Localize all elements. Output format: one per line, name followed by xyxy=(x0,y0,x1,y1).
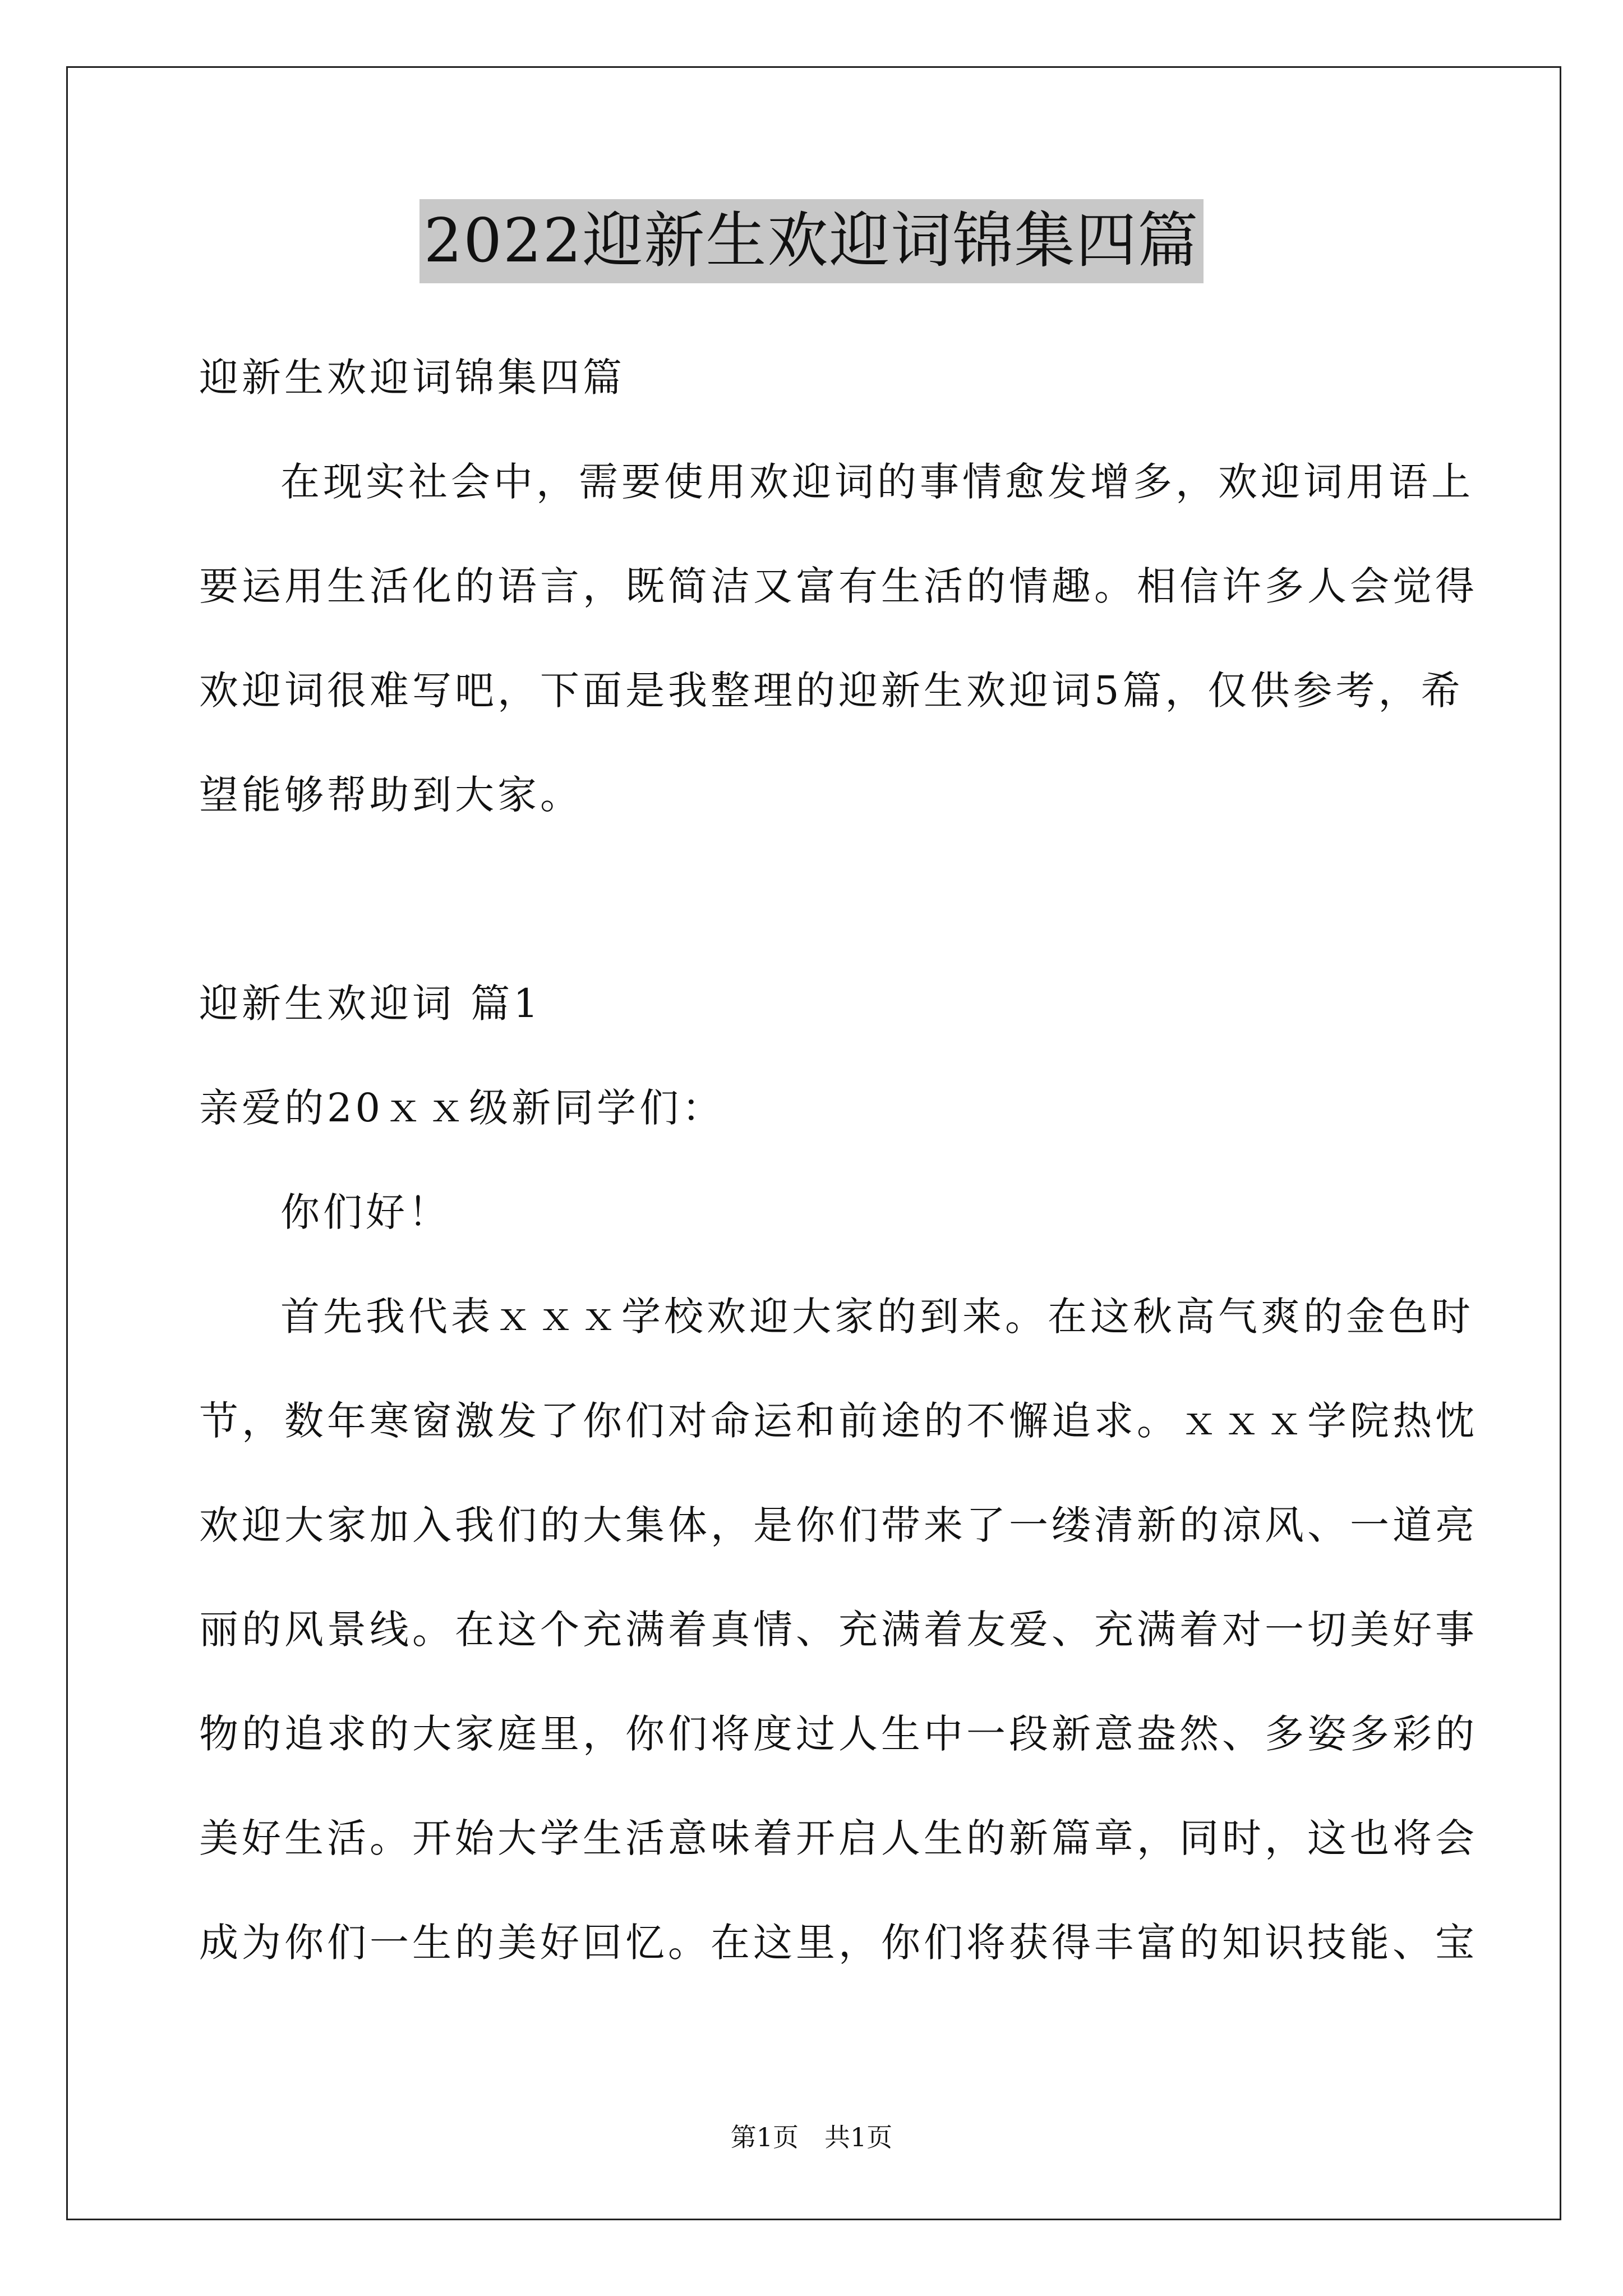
title-container xyxy=(0,199,1623,283)
salutation: 亲爱的20ｘｘ级新同学们： xyxy=(199,1085,725,1131)
document-title: 2022迎新生欢迎词锦集四篇 xyxy=(419,199,1204,283)
page-footer: 第1页 共1页 xyxy=(730,2122,893,2152)
body-line: 丽的风景线。在这个充满着真情、充满着友爱、充满着对一切美好事 xyxy=(199,1607,1478,1653)
intro-line: 望能够帮助到大家。 xyxy=(199,772,583,818)
paragraph-gap xyxy=(199,847,1433,951)
intro-line: 要运用生活化的语言，既简洁又富有生活的情趣。相信许多人会觉得 xyxy=(199,563,1478,609)
intro-line: 欢迎词很难写吧，下面是我整理的迎新生欢迎词5篇，仅供参考，希 xyxy=(199,668,1464,714)
body-line: 成为你们一生的美好回忆。在这里，你们将获得丰富的知识技能、宝 xyxy=(199,1920,1478,1966)
intro-line: 在现实社会中，需要使用欢迎词的事情愈发增多，欢迎词用语上 xyxy=(280,459,1474,505)
body-line: 首先我代表ｘｘｘ学校欢迎大家的到来。在这秋高气爽的金色时 xyxy=(280,1294,1474,1340)
body-line: 美好生活。开始大学生活意味着开启人生的新篇章，同时，这也将会 xyxy=(199,1815,1478,1861)
subtitle: 迎新生欢迎词锦集四篇 xyxy=(199,355,625,401)
greeting: 你们好！ xyxy=(280,1189,451,1235)
body-line: 欢迎大家加入我们的大集体，是你们带来了一缕清新的凉风、一道亮 xyxy=(199,1502,1478,1548)
document-body xyxy=(199,325,1478,1995)
body-line: 节，数年寒窗激发了你们对命运和前途的不懈追求。ｘｘｘ学院热忱 xyxy=(199,1398,1478,1444)
body-line: 物的追求的大家庭里，你们将度过人生中一段新意盎然、多姿多彩的 xyxy=(199,1711,1478,1757)
section-heading: 迎新生欢迎词 篇1 xyxy=(199,981,542,1027)
